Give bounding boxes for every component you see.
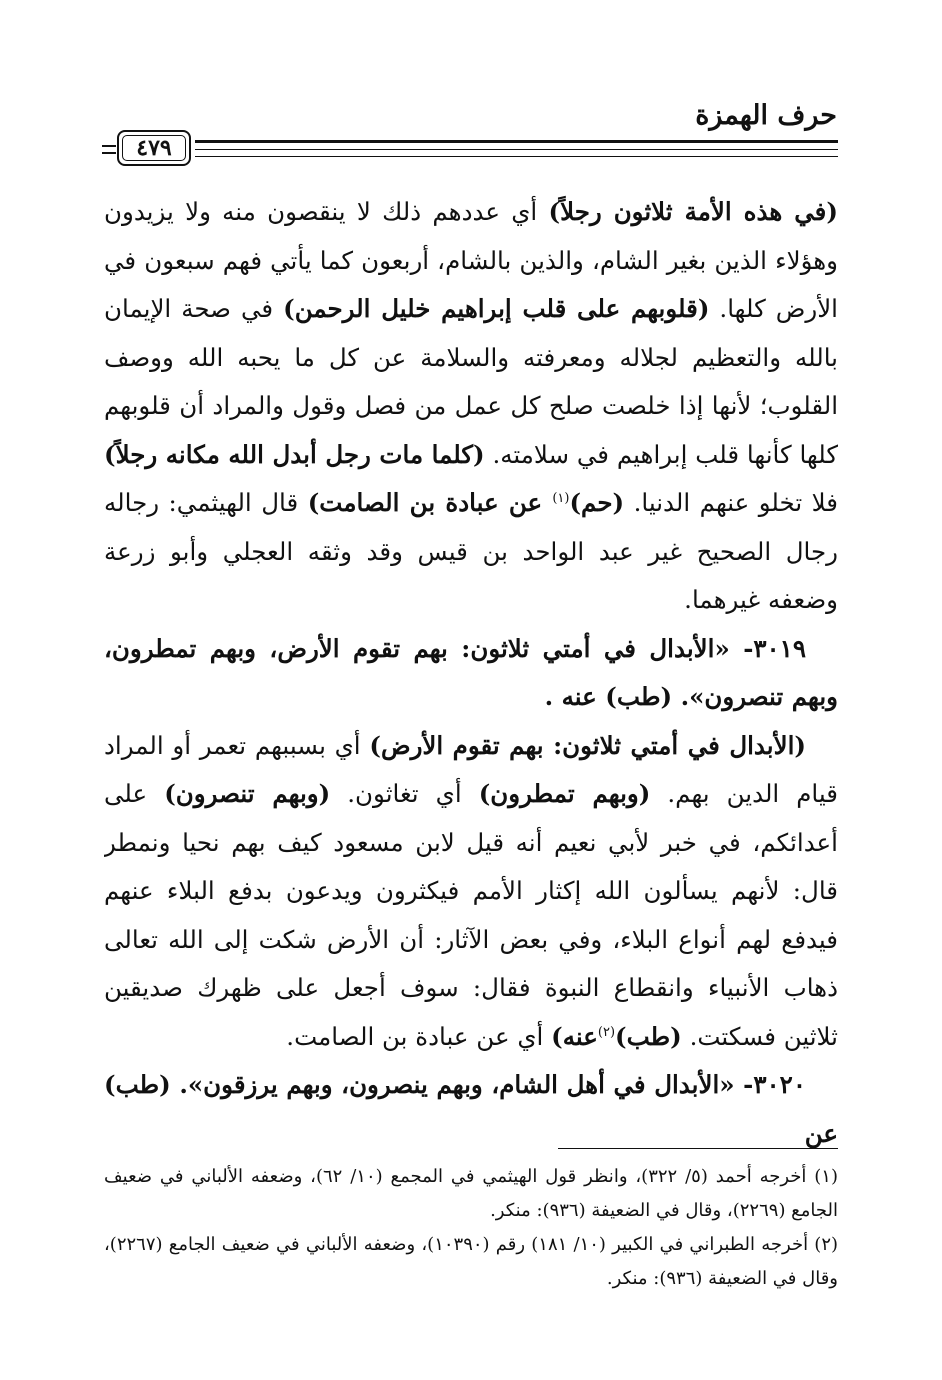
- bold-phrase: (وبهم تمطرون): [478, 779, 651, 808]
- bold-phrase: (الأبدال في أمتي ثلاثون: بهم تقوم الأرض): [369, 730, 806, 760]
- bold-phrase: عن عبادة بن الصامت): [307, 488, 553, 517]
- text-run: فلا تخلو عنهم الدنيا.: [624, 488, 838, 517]
- text-run: قال الهيثمي: رجاله رجال الصحيح غير عبد الواحد بن قيس وقد وثقه العجلي وأبو زرعة وضعفه غيرهما.: [104, 488, 838, 614]
- text-run: في صحة الإيمان بالله والتعظيم لجلاله ومعرفته والسلامة عن كل ما يحبه الله ووصف القلوب؛ لأنها إذا خلصت صلح كل عمل من فصل وقول والمراد أن قلوبهم كلها كأنها قلب إبراهيم في سلامته.: [104, 294, 838, 469]
- footnote-ref-2: (٢): [597, 1024, 616, 1040]
- hadith-text: ٣٠٢٠- «الأبدال في أهل الشام، وبهم ينصرون، وبهم يرزقون». (طب) عن: [104, 1070, 838, 1148]
- bold-phrase: (قلوبهم على قلب إبراهيم خليل الرحمن): [283, 294, 710, 323]
- text-run: أي عن عبادة بن الصامت.: [286, 1021, 552, 1051]
- header-rule-thick: [195, 140, 838, 143]
- footnote-ref-1: (١): [552, 490, 570, 506]
- bold-phrase: (حم): [569, 488, 625, 517]
- header-rule-mid: [195, 149, 838, 150]
- page-number: ٤٧٩: [117, 130, 191, 166]
- bold-phrase: (طب): [615, 1021, 682, 1051]
- chapter-title: حرف الهمزة: [695, 100, 837, 131]
- commentary-paragraph-1: [104, 188, 838, 625]
- text-run: أي تغاثون.: [330, 779, 479, 808]
- footnote-1: (١) أخرجه أحمد (٥/ ٣٢٢)، وانظر قول الهيثمي في المجمع (١٠/ ٦٢)، وضعفه الألباني في ضعيف الجامع (٢٢٦٩)، وقال في الضعيفة (٩٣٦): منكر.: [104, 1166, 838, 1221]
- text-run: أي عددهم ذلك لا ينقصون منه ولا يزيدون وهؤلاء الذين بغير الشام، والذين بالشام، أربعون كما يأتي فهم سبعون في الأرض كلها.: [104, 197, 838, 323]
- hadith-text: ٣٠١٩- «الأبدال في أمتي ثلاثون: بهم تقوم الأرض، وبهم تمطرون، وبهم تنصرون». (طب) عنه .: [104, 633, 838, 711]
- footnotes: [104, 1160, 838, 1296]
- header-rule-stub-bottom: [102, 152, 116, 154]
- text-run: أي بسببهم تعمر أو المراد قيام الدين بهم.: [104, 730, 838, 808]
- text-run: على أعدائكم، في خبر لأبي نعيم أنه قيل لابن مسعود كيف بهم نحيا ونمطر قال: لأنهم يسألون الله إكثار الأمم فيكثرون ويدعون بدفع البلاء عنهم فيدفع لهم أنواع البلاء، وفي بعض الآثار: أن الأرض شكت إلى الله تعالى ذهاب الأنبياء وانقطاع النبوة فقال: سوف أجعل على ظهرك صديقين ثلاثين فسكتت.: [104, 779, 838, 1051]
- hadith-3020: [104, 1061, 838, 1158]
- header-rule-thin: [195, 156, 838, 157]
- header-rule-stub-top: [102, 145, 116, 147]
- bold-phrase: (وبهم تنصرون): [164, 779, 331, 808]
- footnote-2: (٢) أخرجه الطبراني في الكبير (١٠/ ١٨١) رقم (١٠٣٩٠)، وضعفه الألباني في ضعيف الجامع (٢٢٦٧)، وقال في الضعيفة (٩٣٦): منكر.: [104, 1234, 839, 1289]
- footnote-separator: [558, 1148, 838, 1149]
- bold-phrase: (في هذه الأمة ثلاثون رجلاً): [548, 197, 838, 226]
- bold-phrase: (كلما مات رجل أبدل الله مكانه رجلاً): [104, 439, 485, 469]
- bold-phrase: عنه): [551, 1021, 598, 1051]
- hadith-3019: [104, 625, 838, 722]
- main-text: [104, 188, 838, 1170]
- commentary-paragraph-2: [104, 722, 838, 1062]
